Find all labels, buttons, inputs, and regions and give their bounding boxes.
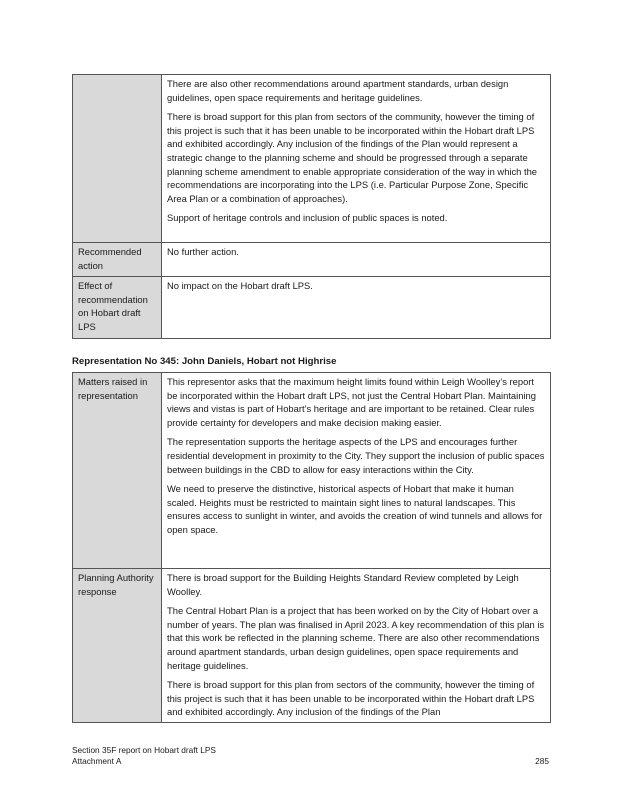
paragraph: Support of heritage controls and inclusion of public spaces is noted. bbox=[167, 212, 448, 224]
representation-table-continued bbox=[72, 74, 551, 339]
paragraph: There is broad support for the Building Heights Standard Review completed by Leigh Woolley. bbox=[167, 572, 519, 597]
row-label: Matters raised in representation bbox=[73, 373, 162, 569]
table-row bbox=[73, 243, 551, 277]
paragraph: The Central Hobart Plan is a project that has been worked on by the City of Hobart over a number of years. The plan was finalised in April 2023. A key recommendation of this plan is that this work be reflected in the planning scheme. There are also other recommendations around apartment standards, urban design guidelines, open space requirements and heritage guidelines. bbox=[167, 605, 545, 671]
row-content bbox=[162, 569, 551, 723]
table-row bbox=[73, 373, 551, 569]
row-content bbox=[162, 373, 551, 569]
table-row bbox=[73, 277, 551, 339]
footer-attachment: Attachment A bbox=[72, 756, 122, 766]
page-footer bbox=[72, 745, 216, 767]
row-content bbox=[162, 277, 551, 339]
row-label: Recommended action bbox=[73, 243, 162, 277]
footer-report-title: Section 35F report on Hobart draft LPS bbox=[72, 745, 216, 755]
paragraph: There are also other recommendations around apartment standards, urban design guidelines, open space requirements and heritage guidelines. bbox=[167, 78, 509, 103]
paragraph: We need to preserve the distinctive, historical aspects of Hobart that make it human scaled. Heights must be restricted to maintain sight lines to natural landscapes. This ensures access to sunlight in winter, and avoids the creation of wind tunnels and allows for open space. bbox=[167, 483, 543, 535]
paragraph: The representation supports the heritage aspects of the LPS and encourages further residential development in proximity to the City. They support the inclusion of public spaces between buildings in the CBD to allow for easy interactions within the City. bbox=[167, 436, 545, 475]
page-number: 285 bbox=[535, 756, 549, 766]
row-label bbox=[73, 75, 162, 243]
paragraph: No further action. bbox=[167, 246, 239, 257]
representation-heading: Representation No 345: John Daniels, Hobart not Highrise bbox=[72, 356, 337, 367]
paragraph: There is broad support for this plan from sectors of the community, however the timing of this project is such that it has been unable to be incorporated within the Hobart draft LPS and exhibited accordingly. Any inclusion of the findings of the Plan would represent a strategic change to the planning scheme and should be progressed through a separate planning scheme amendment to enable appropriate consideration of the way in which the recommendations are incorporating into the LPS (i.e. Particular Purpose Zone, Specific Area Plan or a combination of approaches). bbox=[167, 111, 538, 204]
paragraph: No impact on the Hobart draft LPS. bbox=[167, 280, 313, 291]
paragraph: There is broad support for this plan from sectors of the community, however the timing of this project is such that it has been unable to be incorporated within the Hobart draft LPS and exhibited accordingly. Any inclusion of the findings of the Plan bbox=[167, 679, 535, 718]
table-row bbox=[73, 569, 551, 723]
row-content bbox=[162, 75, 551, 243]
table-row bbox=[73, 75, 551, 243]
row-label: Effect of recommendation on Hobart draft LPS bbox=[73, 277, 162, 339]
row-content bbox=[162, 243, 551, 277]
representation-table bbox=[72, 372, 551, 723]
paragraph: This representor asks that the maximum height limits found within Leigh Woolley’s report be incorporated within the Hobart draft LPS, not just the Central Hobart Plan. Maintaining views and vistas is part of Hobart’s heritage and are important to be retained. Clear rules provide certainty for developers and make decision making easier. bbox=[167, 376, 536, 428]
row-label: Planning Authority response bbox=[73, 569, 162, 723]
